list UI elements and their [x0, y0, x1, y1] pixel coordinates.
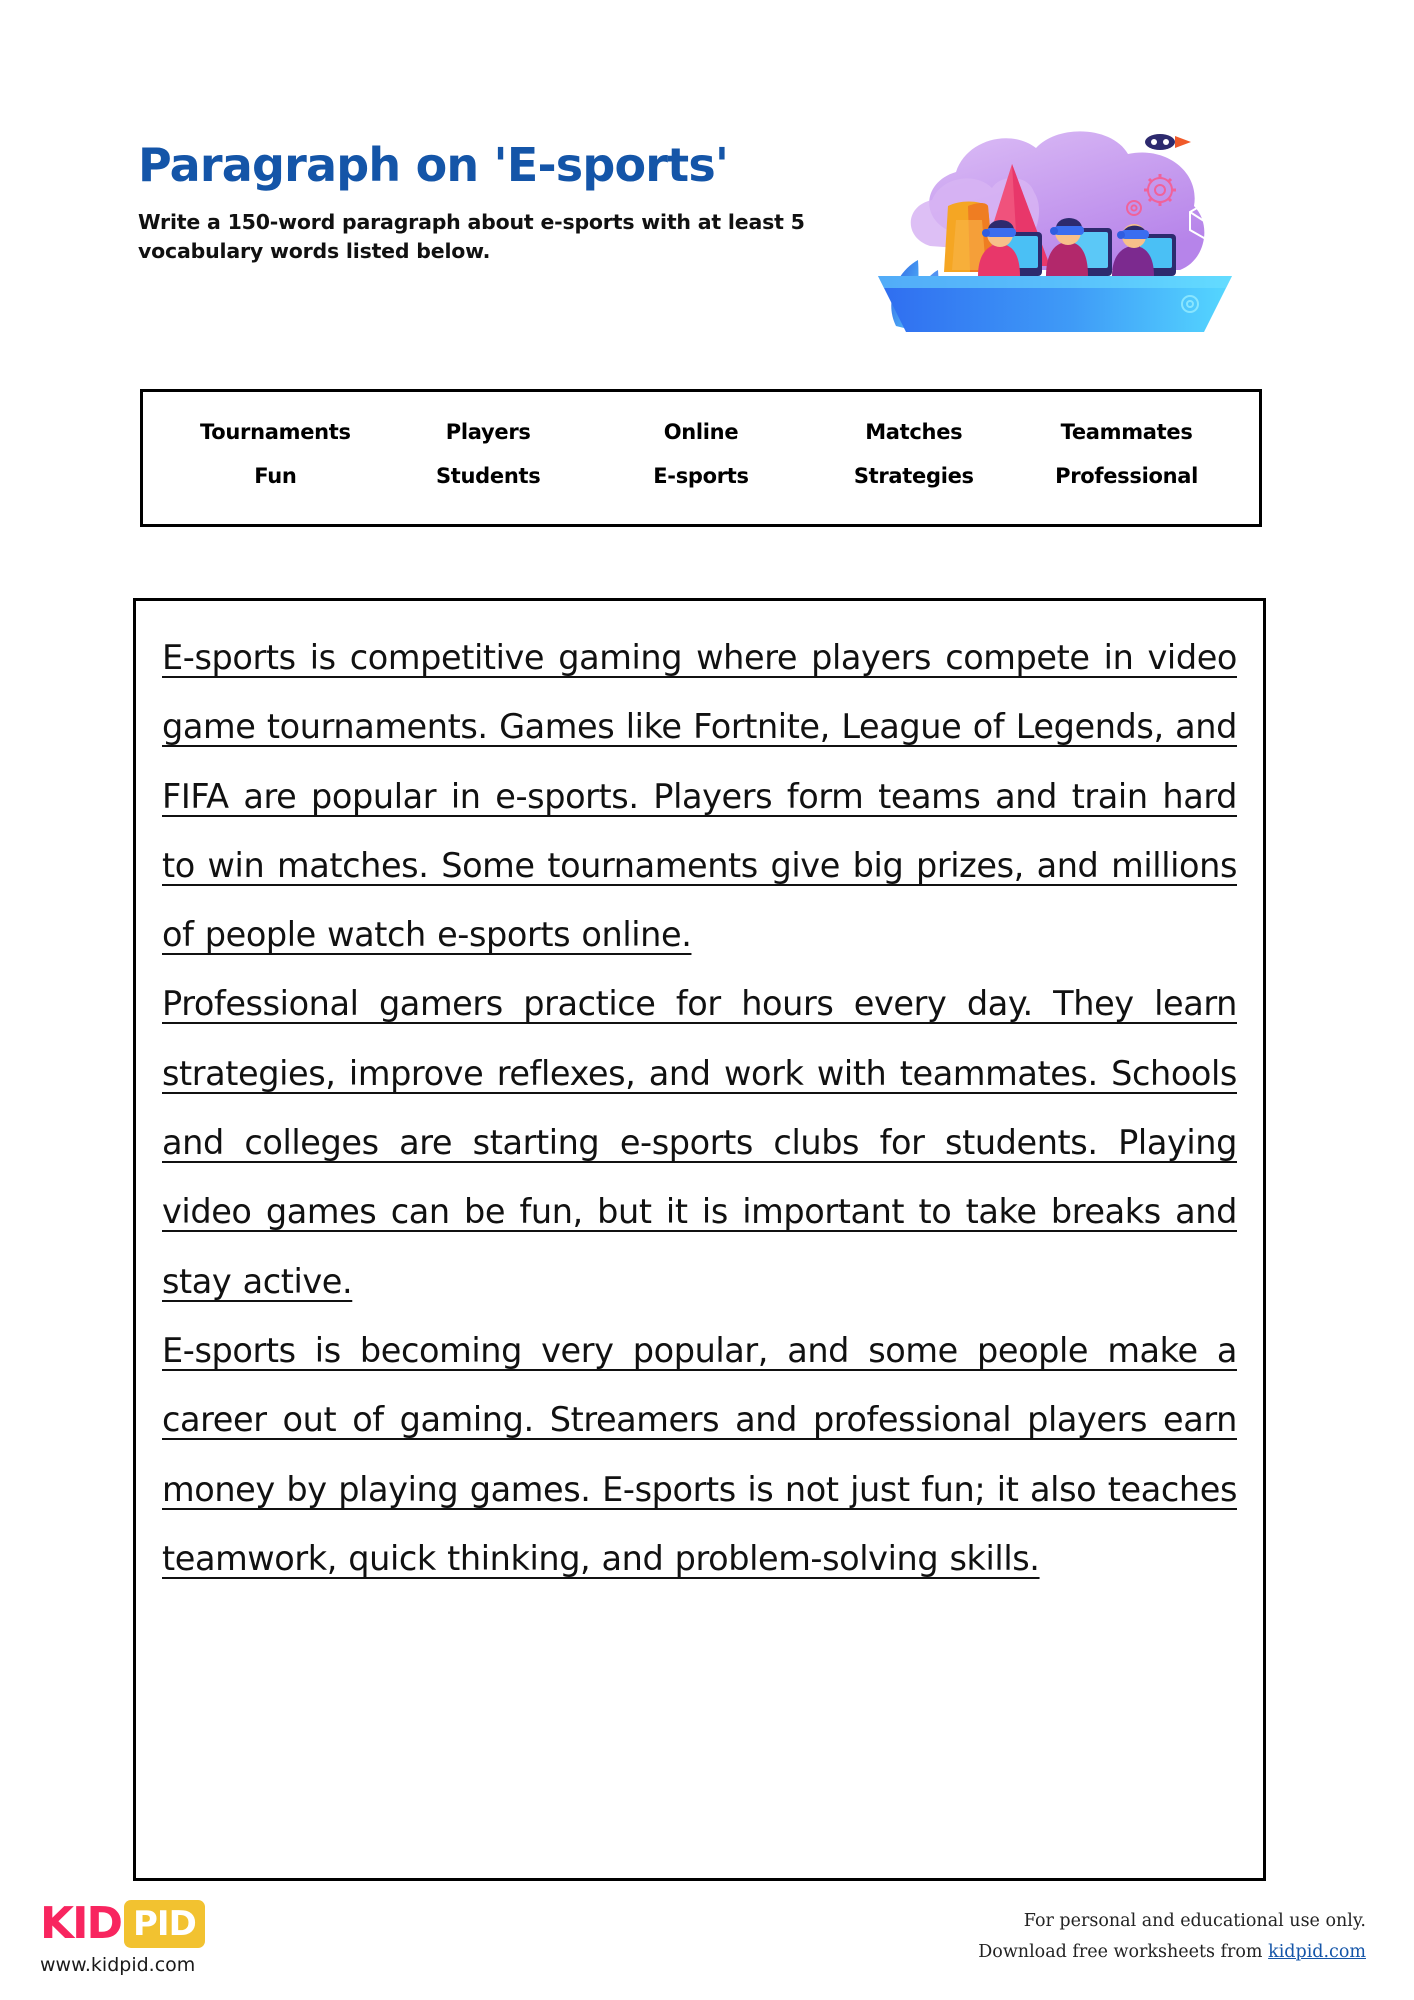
answer-box[interactable] — [133, 598, 1266, 1881]
vocabulary-word: Online — [663, 420, 739, 444]
vocabulary-word: Students — [435, 464, 541, 488]
kidpid-logo[interactable] — [40, 1900, 205, 1976]
logo-text-pid: PID — [124, 1900, 205, 1948]
footer-kidpid-link[interactable]: kidpid.com — [1268, 1941, 1366, 1962]
vocabulary-word: Players — [445, 420, 531, 444]
vocabulary-row — [169, 464, 1233, 488]
header-text-block — [138, 140, 838, 267]
footer-note-line-2 — [978, 1937, 1366, 1968]
footer-note-line-1: For personal and educational use only. — [1023, 1911, 1366, 1931]
logo-mark — [40, 1900, 205, 1948]
instruction-text: Write a 150-word paragraph about e-sports with at least 5 vocabulary words listed below. — [138, 209, 805, 264]
vocabulary-word: Matches — [865, 420, 963, 444]
header — [138, 140, 1278, 355]
vocabulary-word: Tournaments — [200, 420, 351, 444]
answer-paragraph: E-sports is competitive gaming where players compete in video game tournaments. Games like Fortnite, League of Legends, and FIFA are popular in e-sports. Players form teams and train hard to win matches. Some tournaments give big prizes, and millions of people watch e-sports online. — [162, 638, 1237, 955]
page-title: Paragraph on 'E-sports' — [138, 138, 729, 192]
vocabulary-word: E-sports — [653, 464, 749, 488]
answer-paragraph: Professional gamers practice for hours every day. They learn strategies, improve reflexes, and work with teammates. Schools and colleges are starting e-sports clubs for students. Playing video games can be fun, but it is important to take breaks and stay active. — [162, 984, 1237, 1301]
esports-gamers-illustration — [860, 120, 1250, 350]
footer — [0, 1900, 1414, 2000]
vocabulary-word: Professional — [1055, 464, 1199, 488]
footer-note — [978, 1906, 1366, 1967]
answer-paragraph: E-sports is becoming very popular, and some people make a career out of gaming. Streamers and professional players earn money by playing games. E-sports is not just fun; it also teaches teamwork, quick thinking, and problem-solving skills. — [162, 1330, 1237, 1578]
vocabulary-word: Teammates — [1060, 420, 1193, 444]
vocabulary-row — [169, 420, 1233, 444]
vocabulary-box — [140, 389, 1262, 527]
vocabulary-word: Fun — [254, 464, 297, 488]
logo-text-kid: KID — [40, 1898, 121, 1949]
footer-note-prefix: Download free worksheets from — [978, 1941, 1269, 1962]
vocabulary-word: Strategies — [853, 464, 974, 488]
website-url: www.kidpid.com — [40, 1954, 196, 1976]
